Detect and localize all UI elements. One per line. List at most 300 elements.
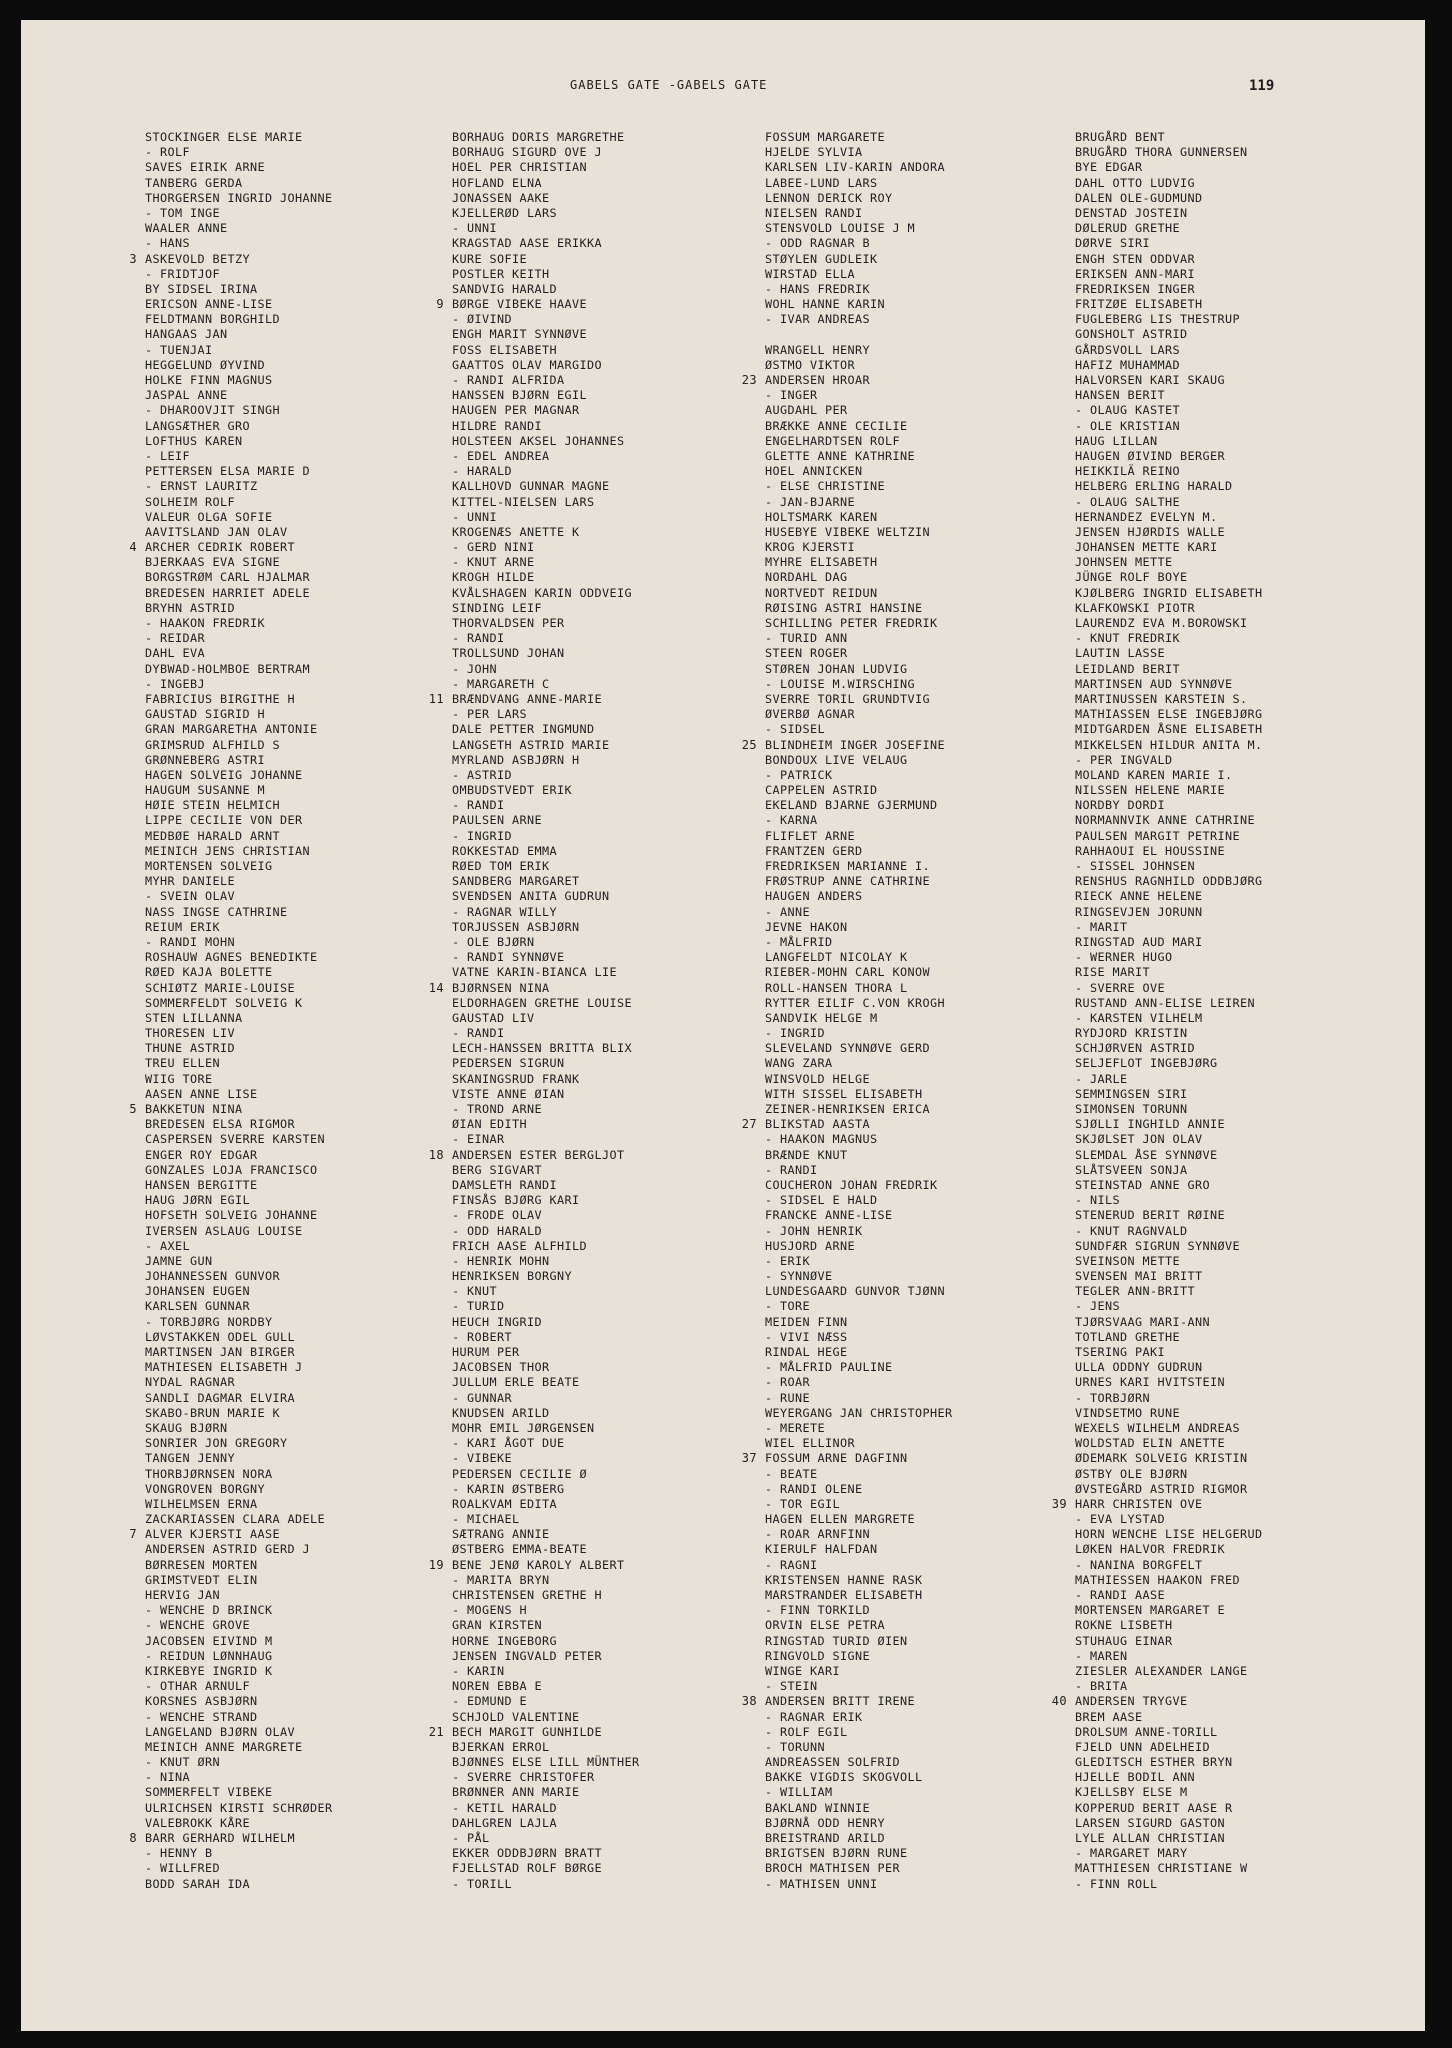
directory-entry <box>765 981 953 996</box>
directory-entry <box>145 677 333 692</box>
resident-name: GONZALES LOJA FRANCISCO <box>145 1162 318 1177</box>
directory-entry <box>1075 1527 1263 1542</box>
directory-entry <box>129 1527 333 1542</box>
resident-name: SLÅTSVEEN SONJA <box>1075 1162 1188 1177</box>
resident-name: - TURID <box>452 1299 505 1314</box>
resident-name: ØDEMARK SOLVEIG KRISTIN <box>1075 1451 1248 1466</box>
directory-entry <box>1075 768 1263 783</box>
directory-entry <box>765 1831 953 1846</box>
resident-name: PAULSEN MARGIT PETRINE <box>1075 828 1241 843</box>
resident-name: FJELD UNN ADELHEID <box>1075 1739 1211 1754</box>
resident-name: LANGELAND BJØRN OLAV <box>145 1724 296 1739</box>
resident-name: FABRICIUS BIRGITHE H <box>145 691 296 706</box>
directory-entry <box>765 844 953 859</box>
resident-name: BRYHN ASTRID <box>145 600 236 615</box>
directory-entry <box>145 813 333 828</box>
directory-entry <box>765 145 953 160</box>
resident-name: - RANDI MOHN <box>145 934 236 949</box>
directory-entry <box>1075 373 1263 388</box>
directory-entry <box>765 449 953 464</box>
resident-name: REIUM ERIK <box>145 919 221 934</box>
resident-name: - TORUNN <box>765 1739 826 1754</box>
directory-entry <box>145 1785 333 1800</box>
directory-entry <box>145 1482 333 1497</box>
directory-entry <box>765 1193 953 1208</box>
resident-name: BAKLAND WINNIE <box>765 1800 871 1815</box>
resident-name: ULRICHSEN KIRSTI SCHRØDER <box>145 1800 333 1815</box>
resident-name: RIEBER-MOHN CARL KONOW <box>765 965 931 980</box>
directory-entry <box>765 1679 953 1694</box>
resident-name: KORSNES ASBJØRN <box>145 1694 258 1709</box>
resident-name: - RANDI ALFRIDA <box>452 373 565 387</box>
directory-entry <box>765 252 953 267</box>
resident-name: KIRKEBYE INGRID K <box>145 1663 273 1678</box>
resident-name: SONRIER JON GREGORY <box>145 1436 288 1451</box>
resident-name: - BRITA <box>1075 1679 1128 1694</box>
resident-name: - VIVI NÆSS <box>765 1329 848 1344</box>
directory-entry <box>452 206 640 221</box>
directory-entry <box>1075 312 1263 327</box>
resident-name: MARTINSEN AUD SYNNØVE <box>1075 676 1233 691</box>
directory-entry <box>145 343 333 358</box>
resident-name: HALVORSEN KARI SKAUG <box>1075 373 1226 387</box>
directory-entry <box>452 1087 640 1102</box>
directory-entry <box>765 722 953 737</box>
resident-name: DENSTAD JOSTEIN <box>1075 205 1188 220</box>
directory-entry <box>145 555 333 570</box>
directory-entry <box>1075 813 1263 828</box>
directory-entry <box>145 1679 333 1694</box>
directory-entry <box>765 343 953 358</box>
resident-name: KROG KJERSTI <box>765 540 856 555</box>
directory-entry <box>765 403 953 418</box>
directory-entry <box>765 1421 953 1436</box>
directory-entry <box>145 160 333 175</box>
directory-entry <box>765 1603 953 1618</box>
directory-entry <box>145 570 333 585</box>
directory-entry <box>452 1649 640 1664</box>
directory-entry <box>1075 1041 1263 1056</box>
directory-entry <box>145 1725 333 1740</box>
resident-name: ØSTMO VIKTOR <box>765 357 856 372</box>
directory-entry <box>145 1846 333 1861</box>
directory-entry <box>452 1011 640 1026</box>
directory-entry <box>145 1148 333 1163</box>
directory-entry <box>765 1618 953 1633</box>
resident-name: JOHANSEN METTE KARI <box>1075 540 1218 555</box>
directory-entry <box>765 1178 953 1193</box>
resident-name: - SVERRE CHRISTOFER <box>452 1770 595 1785</box>
resident-name: - AXEL <box>145 1238 191 1253</box>
resident-name: ASKEVOLD BETZY <box>145 251 251 266</box>
resident-name: KARLSEN GUNNAR <box>145 1299 251 1314</box>
resident-name: LIPPE CECILIE VON DER <box>145 813 303 828</box>
directory-entry <box>428 1557 640 1573</box>
resident-name: - VIBEKE <box>452 1451 513 1466</box>
resident-name: HAUGEN PER MAGNAR <box>452 403 580 418</box>
resident-name: HANSEN BERIT <box>1075 388 1166 403</box>
resident-name: RØED KAJA BOLETTE <box>145 965 273 980</box>
directory-entry <box>1075 297 1263 312</box>
directory-entry <box>765 1785 953 1800</box>
directory-entry <box>452 1254 640 1269</box>
resident-name: WIRSTAD ELLA <box>765 266 856 281</box>
directory-entry <box>145 1254 333 1269</box>
resident-name: WEXELS WILHELM ANDREAS <box>1075 1420 1241 1435</box>
resident-name: TANGEN JENNY <box>145 1451 236 1466</box>
directory-entry <box>765 1148 953 1163</box>
resident-name: MARSTRANDER ELISABETH <box>765 1588 923 1602</box>
directory-entry <box>1075 738 1263 753</box>
resident-name: LEIDLAND BERIT <box>1075 661 1181 676</box>
directory-entry <box>452 495 640 510</box>
resident-name: RIECK ANNE HELENE <box>1075 889 1203 904</box>
resident-name: - REIDAR <box>145 631 206 646</box>
resident-name: BORHAUG SIGURD OVE J <box>452 145 603 160</box>
directory-entry <box>452 1269 640 1284</box>
directory-entry <box>452 160 640 175</box>
directory-entry <box>765 950 953 965</box>
resident-name: THORESEN LIV <box>145 1026 236 1041</box>
directory-entry <box>1075 1740 1263 1755</box>
directory-entry <box>1075 1117 1263 1132</box>
directory-entry <box>765 1315 953 1330</box>
directory-entry <box>145 1694 333 1709</box>
resident-name: VALEUR OLGA SOFIE <box>145 509 273 524</box>
directory-entry <box>1075 692 1263 707</box>
directory-entry <box>452 1163 640 1178</box>
directory-entry <box>452 479 640 494</box>
resident-name: ZACKARIASSEN CLARA ADELE <box>145 1512 326 1527</box>
directory-entry <box>765 1391 953 1406</box>
resident-name: MIDTGARDEN ÅSNE ELISABETH <box>1075 722 1263 737</box>
directory-entry <box>452 540 640 555</box>
resident-name: BJERKAN ERROL <box>452 1739 550 1754</box>
page-number: 119 <box>1249 78 1275 94</box>
resident-name: HEUCH INGRID <box>452 1314 543 1329</box>
resident-name: - KARIN <box>452 1663 505 1678</box>
directory-entry <box>1075 707 1263 722</box>
resident-name: STOCKINGER ELSE MARIE <box>145 130 303 144</box>
directory-entry <box>1075 343 1263 358</box>
directory-entry <box>145 388 333 403</box>
directory-column-3 <box>741 130 953 1892</box>
resident-name: KROGH HILDE <box>452 570 535 585</box>
resident-name: MATTHIESEN CHRISTIANE W <box>1075 1861 1248 1876</box>
resident-name: - MARIT <box>1075 919 1128 934</box>
resident-name: - PÅL <box>452 1831 490 1845</box>
resident-name: THUNE ASTRID <box>145 1041 236 1056</box>
resident-name: SVENDSEN ANITA GUDRUN <box>452 889 610 904</box>
resident-name: BARR GERHARD WILHELM <box>145 1831 296 1845</box>
directory-entry <box>452 1421 640 1436</box>
directory-entry <box>765 1497 953 1512</box>
resident-name: LØVSTAKKEN ODEL GULL <box>145 1329 296 1344</box>
directory-entry <box>1075 1482 1263 1497</box>
resident-name: BORHAUG DORIS MARGRETHE <box>452 130 625 144</box>
directory-entry <box>452 1512 640 1527</box>
directory-entry <box>145 905 333 920</box>
directory-entry <box>1075 889 1263 904</box>
resident-name: SOMMERFELT VIBEKE <box>145 1785 273 1800</box>
directory-entry <box>765 130 953 145</box>
resident-name: FREDRIKSEN MARIANNE I. <box>765 859 931 873</box>
resident-name: ORVIN ELSE PETRA <box>765 1618 886 1633</box>
resident-name: - SISSEL JOHNSEN <box>1075 859 1196 873</box>
directory-column-2 <box>428 130 640 1892</box>
directory-entry <box>1075 1132 1263 1147</box>
directory-entry <box>452 282 640 297</box>
directory-entry <box>145 1816 333 1831</box>
directory-entry <box>145 1512 333 1527</box>
directory-entry <box>1075 874 1263 889</box>
resident-name: - FRODE OLAV <box>452 1208 543 1223</box>
resident-name: EKKER ODDBJØRN BRATT <box>452 1846 603 1861</box>
directory-entry <box>1075 282 1263 297</box>
directory-entry <box>452 920 640 935</box>
directory-entry <box>145 1770 333 1785</box>
directory-entry <box>452 1193 640 1208</box>
directory-entry <box>741 737 953 753</box>
directory-entry <box>452 1694 640 1709</box>
directory-entry <box>452 1527 640 1542</box>
resident-name: BYE EDGAR <box>1075 160 1143 175</box>
resident-name: RINGSTAD AUD MARI <box>1075 934 1203 949</box>
resident-name: DALE PETTER INGMUND <box>452 722 595 737</box>
resident-name: ØIAN EDITH <box>452 1117 528 1132</box>
resident-name: SCHIØTZ MARIE-LOUISE <box>145 980 296 995</box>
resident-name: - STEIN <box>765 1679 818 1694</box>
resident-name: BAKKE VIGDIS SKOGVOLL <box>765 1770 923 1785</box>
resident-name: - MOGENS H <box>452 1603 528 1618</box>
directory-entry <box>452 373 640 388</box>
resident-name: SÆTRANG ANNIE <box>452 1527 550 1542</box>
resident-name: - ODD HARALD <box>452 1223 543 1238</box>
resident-name: NOREN EBBA E <box>452 1679 543 1694</box>
resident-name: ENGH MARIT SYNNØVE <box>452 327 588 342</box>
resident-name: KARLSEN LIV-KARIN ANDORA <box>765 160 946 175</box>
resident-name: - INGRID <box>765 1026 826 1041</box>
directory-entry <box>1075 1664 1263 1679</box>
resident-name: AAVITSLAND JAN OLAV <box>145 524 288 539</box>
resident-name: PAULSEN ARNE <box>452 813 543 828</box>
resident-name: TANBERG GERDA <box>145 175 243 190</box>
resident-name: HOFSETH SOLVEIG JOHANNE <box>145 1208 318 1223</box>
directory-entry <box>765 965 953 980</box>
resident-name: NYDAL RAGNAR <box>145 1375 236 1390</box>
resident-name: BORGSTRØM CARL HJALMAR <box>145 570 311 585</box>
resident-name: - KARNA <box>765 813 818 828</box>
resident-name: STUHAUG EINAR <box>1075 1633 1173 1648</box>
directory-entry <box>1075 1831 1263 1846</box>
resident-name: - TORILL <box>452 1876 513 1891</box>
directory-entry <box>145 1026 333 1041</box>
directory-entry <box>1075 905 1263 920</box>
directory-entry <box>145 1558 333 1573</box>
directory-entry <box>452 996 640 1011</box>
directory-entry <box>765 419 953 434</box>
resident-name: FUGLEBERG LIS THESTRUP <box>1075 312 1241 327</box>
directory-entry <box>452 586 640 601</box>
directory-entry <box>1075 1011 1263 1026</box>
resident-name: URNES KARI HVITSTEIN <box>1075 1375 1226 1390</box>
resident-name: FOSS ELISABETH <box>452 342 558 357</box>
directory-entry <box>145 1375 333 1390</box>
resident-name: FRØSTRUP ANNE CATHRINE <box>765 874 931 889</box>
directory-entry <box>741 373 953 388</box>
directory-entry <box>765 677 953 692</box>
resident-name: - EINAR <box>452 1132 505 1147</box>
directory-entry <box>1075 1877 1263 1892</box>
resident-name: OMBUDSTVEDT ERIK <box>452 783 573 798</box>
directory-entry <box>765 358 953 373</box>
directory-entry <box>145 844 333 859</box>
directory-column-1 <box>129 130 333 1892</box>
directory-entry <box>145 1193 333 1208</box>
directory-entry <box>765 601 953 616</box>
directory-entry <box>1075 662 1263 677</box>
resident-name: - IVAR ANDREAS <box>765 312 871 327</box>
resident-name: JEVNE HAKON <box>765 919 848 934</box>
directory-entry <box>145 1451 333 1466</box>
resident-name: SLEVELAND SYNNØVE GERD <box>765 1041 931 1056</box>
resident-name: SKANINGSRUD FRANK <box>452 1071 580 1086</box>
directory-entry <box>1075 1163 1263 1178</box>
resident-name: - KARIN ØSTBERG <box>452 1481 565 1496</box>
directory-entry <box>452 677 640 692</box>
directory-entry <box>1075 1224 1263 1239</box>
resident-name: - KNUT RAGNVALD <box>1075 1223 1188 1238</box>
directory-entry <box>1075 236 1263 251</box>
resident-name: PEDERSEN SIGRUN <box>452 1056 565 1071</box>
resident-name: NORDBY DORDI <box>1075 798 1166 813</box>
directory-entry <box>1075 1573 1263 1588</box>
directory-entry <box>765 388 953 403</box>
resident-name: SEMMINGSEN SIRI <box>1075 1086 1188 1101</box>
resident-name: RYDJORD KRISTIN <box>1075 1026 1188 1041</box>
resident-name: HAGEN SOLVEIG JOHANNE <box>145 767 303 782</box>
directory-entry <box>452 1740 640 1755</box>
resident-name: HENRIKSEN BORGNY <box>452 1269 573 1284</box>
resident-name: BODD SARAH IDA <box>145 1876 251 1891</box>
resident-name: - FRIDTJOF <box>145 266 221 281</box>
directory-entry <box>1075 1254 1263 1269</box>
directory-entry <box>1075 358 1263 373</box>
resident-name: FRITZØE ELISABETH <box>1075 297 1203 312</box>
resident-name: - OLAUG KASTET <box>1075 403 1181 418</box>
resident-name: MYHR DANIELE <box>145 874 236 889</box>
directory-entry <box>1075 677 1263 692</box>
resident-name: RINDAL HEGE <box>765 1345 848 1359</box>
directory-entry <box>1075 525 1263 540</box>
directory-entry <box>765 1542 953 1557</box>
resident-name: - EDEL ANDREA <box>452 448 550 463</box>
resident-name: BJERKAAS EVA SIGNE <box>145 555 281 570</box>
resident-name: HERVIG JAN <box>145 1588 221 1602</box>
directory-entry <box>1075 1330 1263 1345</box>
resident-name: STENERUD BERIT RØINE <box>1075 1208 1226 1223</box>
directory-entry <box>765 616 953 631</box>
resident-name: - RANDI <box>765 1162 818 1177</box>
directory-entry <box>452 1224 640 1239</box>
resident-name: - EDMUND E <box>452 1694 528 1709</box>
directory-entry <box>452 1831 640 1846</box>
resident-name: EKELAND BJARNE GJERMUND <box>765 798 938 813</box>
directory-entry <box>145 434 333 449</box>
directory-entry <box>452 1770 640 1785</box>
directory-entry <box>1075 1801 1263 1816</box>
directory-entry <box>1075 160 1263 175</box>
directory-entry <box>145 1208 333 1223</box>
directory-entry <box>452 221 640 236</box>
directory-entry <box>452 1041 640 1056</box>
resident-name: SKABO-BRUN MARIE K <box>145 1405 281 1420</box>
directory-entry <box>765 479 953 494</box>
resident-name: JACOBSEN EIVIND M <box>145 1633 273 1648</box>
resident-name: ØVERBØ AGNAR <box>765 707 856 722</box>
directory-entry <box>1075 130 1263 145</box>
resident-name: - MATHISEN UNNI <box>765 1876 878 1891</box>
resident-name: - MARGARET MARY <box>1075 1846 1188 1861</box>
resident-name: - INGER <box>765 388 818 403</box>
resident-name: - RUNE <box>765 1390 811 1405</box>
directory-entry <box>145 1299 333 1314</box>
resident-name: DALEN OLE-GUDMUND <box>1075 190 1203 205</box>
directory-entry <box>765 570 953 585</box>
resident-name: HOLKE FINN MAGNUS <box>145 373 273 387</box>
resident-name: COUCHERON JOHAN FREDRIK <box>765 1177 938 1192</box>
resident-name: - NANINA BORGFELT <box>1075 1557 1203 1572</box>
resident-name: TSERING PAKI <box>1075 1345 1166 1359</box>
resident-name: BENE JENØ KAROLY ALBERT <box>452 1557 625 1572</box>
directory-entry <box>765 464 953 479</box>
resident-name: MATHIESEN ELISABETH J <box>145 1360 303 1375</box>
directory-entry <box>452 1542 640 1557</box>
resident-name: CAPPELEN ASTRID <box>765 783 878 798</box>
resident-name: - SVERRE OVE <box>1075 980 1166 995</box>
resident-name: ØSTBY OLE BJØRN <box>1075 1466 1188 1481</box>
resident-name: - ODD RAGNAR B <box>765 236 871 251</box>
directory-entry <box>145 312 333 327</box>
directory-entry <box>452 252 640 267</box>
directory-entry <box>1075 1710 1263 1725</box>
resident-name: BØRGE VIBEKE HAAVE <box>452 297 588 312</box>
resident-name: - WENCHE D BRINCK <box>145 1603 273 1618</box>
directory-entry <box>1075 267 1263 282</box>
directory-entry <box>145 1755 333 1770</box>
directory-entry <box>765 1482 953 1497</box>
directory-entry <box>452 1755 640 1770</box>
resident-name: FINSÅS BJØRG KARI <box>452 1193 580 1208</box>
directory-entry <box>1075 829 1263 844</box>
resident-name: - KARI ÅGOT DUE <box>452 1436 565 1451</box>
house-number: 39 <box>1051 1496 1067 1511</box>
directory-entry <box>452 1497 640 1512</box>
resident-name: - SIDSEL <box>765 722 826 737</box>
directory-entry <box>1075 191 1263 206</box>
resident-name: KITTEL-NIELSEN LARS <box>452 494 595 509</box>
resident-name: - TOM INGE <box>145 205 221 220</box>
resident-name: WILHELMSEN ERNA <box>145 1496 258 1511</box>
resident-name: MYHRE ELISABETH <box>765 555 878 570</box>
resident-name: TOTLAND GRETHE <box>1075 1329 1181 1344</box>
resident-name: FJELLSTAD ROLF BØRGE <box>452 1861 603 1876</box>
resident-name: ZIESLER ALEXANDER LANGE <box>1075 1663 1248 1678</box>
resident-name: - ROLF EGIL <box>765 1724 848 1739</box>
resident-name: ANDERSEN ESTER BERGLJOT <box>452 1147 625 1162</box>
resident-name: HOEL ANNICKEN <box>765 464 863 479</box>
directory-entry <box>145 1877 333 1892</box>
